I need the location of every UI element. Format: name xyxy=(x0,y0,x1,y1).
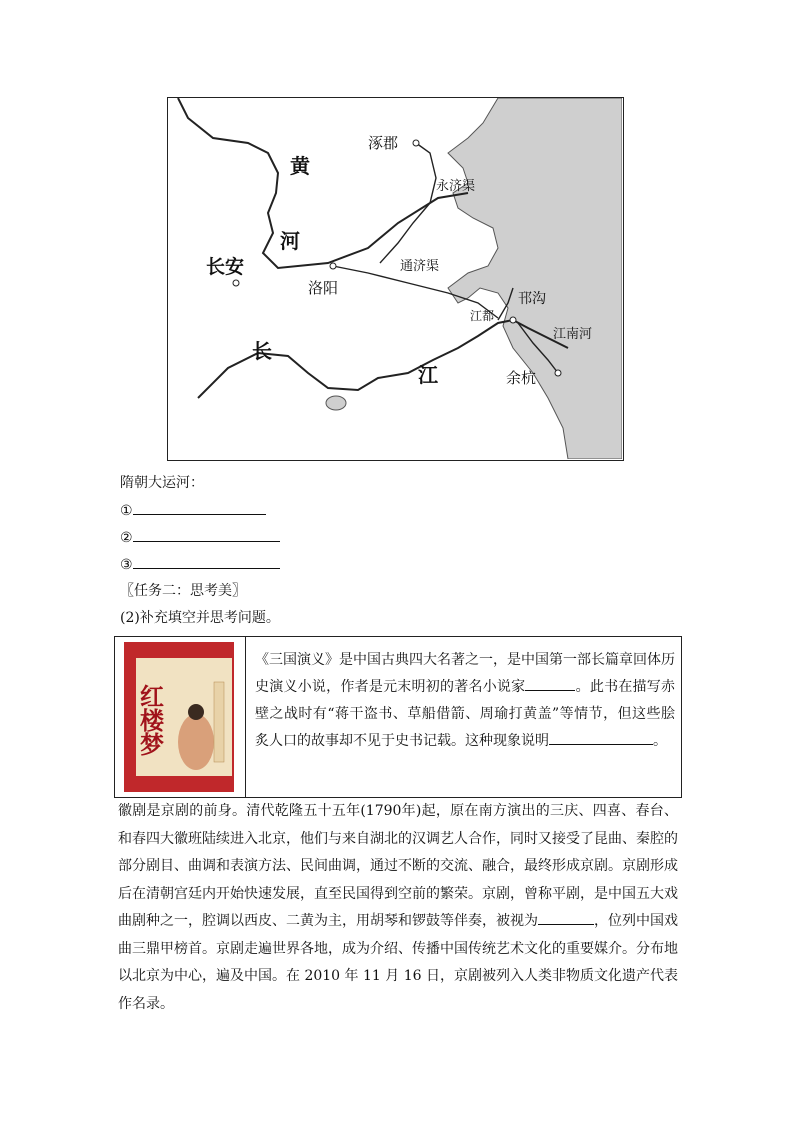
item-marker-3: ③ xyxy=(120,557,133,573)
label-jiangnanhe: 江南河 xyxy=(553,327,593,342)
peking-opera-passage xyxy=(118,798,678,1018)
label-yongjiqu: 永济渠 xyxy=(436,179,476,194)
question-part-a: 《三国演义》是中国古典四大名著之一，是中国第一部长篇章回体历史演义小说，作者是元末明初的著名小说家 xyxy=(255,652,675,695)
city-dot-changan xyxy=(233,280,239,286)
book-top-band xyxy=(136,646,232,658)
blank-line-3 xyxy=(120,554,280,575)
city-dot-yuhang xyxy=(555,370,561,376)
task2-question-text xyxy=(255,647,675,755)
answer-blank-1[interactable] xyxy=(133,500,266,515)
city-dot-luoyang xyxy=(330,263,336,269)
author-blank[interactable] xyxy=(525,674,575,691)
map-svg xyxy=(168,98,622,459)
item-marker-2: ② xyxy=(120,530,133,546)
label-luoyang: 洛阳 xyxy=(308,279,339,297)
city-dot-zhuojun xyxy=(413,140,419,146)
label-he: 河 xyxy=(280,229,300,253)
blank-line-1 xyxy=(120,500,266,521)
phenomenon-blank[interactable] xyxy=(549,728,653,745)
passage-part1: 徽剧是京剧的前身。清代乾隆五十五年(1790年)起，原在南方演出的三庆、四喜、春台、和春四大徽班陆续进入北京，他们与来自湖北的汉调艺人合作，同时又接受了昆曲、秦腔的部分剧目、曲调和表演方法、民间曲调，通过不断的交流、融合，最终形成京剧。京剧形成后在清朝宫廷内开始快速发展，直至民国得到空前的繁荣。京剧，曾称平剧，是中国五大戏曲剧种之一，腔调以西皮、二黄为主，用胡琴和锣鼓等伴奏，被视为 xyxy=(118,803,678,929)
yongji-canal xyxy=(380,143,436,263)
label-chang: 长 xyxy=(252,339,272,363)
lake-shape xyxy=(326,396,346,410)
label-changan: 长安 xyxy=(206,256,245,278)
blank-line-2 xyxy=(120,527,280,548)
label-huang: 黄 xyxy=(290,154,310,178)
yellow-river xyxy=(178,98,468,268)
label-tongjiqu: 通济渠 xyxy=(400,259,440,274)
label-zhuojun: 涿郡 xyxy=(368,134,399,152)
city-dot-jiangdu xyxy=(510,317,516,323)
canal-heading: 隋朝大运河： xyxy=(120,475,204,491)
task2-title: 〖任务二：思考美〗 xyxy=(120,583,246,599)
book-title: 红楼梦 xyxy=(135,684,165,756)
task2-prompt: (2)补充填空并思考问题。 xyxy=(120,610,280,626)
book-side-text xyxy=(214,682,224,762)
book-cover-image xyxy=(124,642,234,792)
label-jiangdu: 江都 xyxy=(470,309,495,323)
label-jiang: 江 xyxy=(418,363,438,387)
passage-part2: ，位列中国戏曲三鼎甲榜首。京剧走遍世界各地，成为介绍、传播中国传统艺术文化的重要媒介。分布地以北京为中心，遍及中国。在 2010 年 11 月 16 日，京剧被列入人类非物质文化遗产代表作名录。 xyxy=(118,913,678,1012)
label-hangou: 邗沟 xyxy=(518,291,546,307)
grand-canal-map xyxy=(167,97,624,461)
book-bottom-band xyxy=(136,776,232,788)
question-part-c: 。 xyxy=(653,733,667,749)
book-figure xyxy=(178,714,214,770)
label-yuhang: 余杭 xyxy=(506,369,537,387)
task2-table xyxy=(114,636,682,798)
book-cell xyxy=(115,637,246,797)
answer-blank-3[interactable] xyxy=(133,554,280,569)
item-marker-1: ① xyxy=(120,503,133,519)
sea-region xyxy=(448,98,622,459)
answer-blank-2[interactable] xyxy=(133,527,280,542)
question-part-b: 。此书在描写赤壁之战时有“蒋干盗书、草船借箭、周瑜打黄盖”等情节，但这些脍炙人口的故事却不见于史书记载。这种现象说明 xyxy=(255,679,676,749)
opera-blank[interactable] xyxy=(538,908,594,925)
book-figure-head xyxy=(188,704,204,720)
